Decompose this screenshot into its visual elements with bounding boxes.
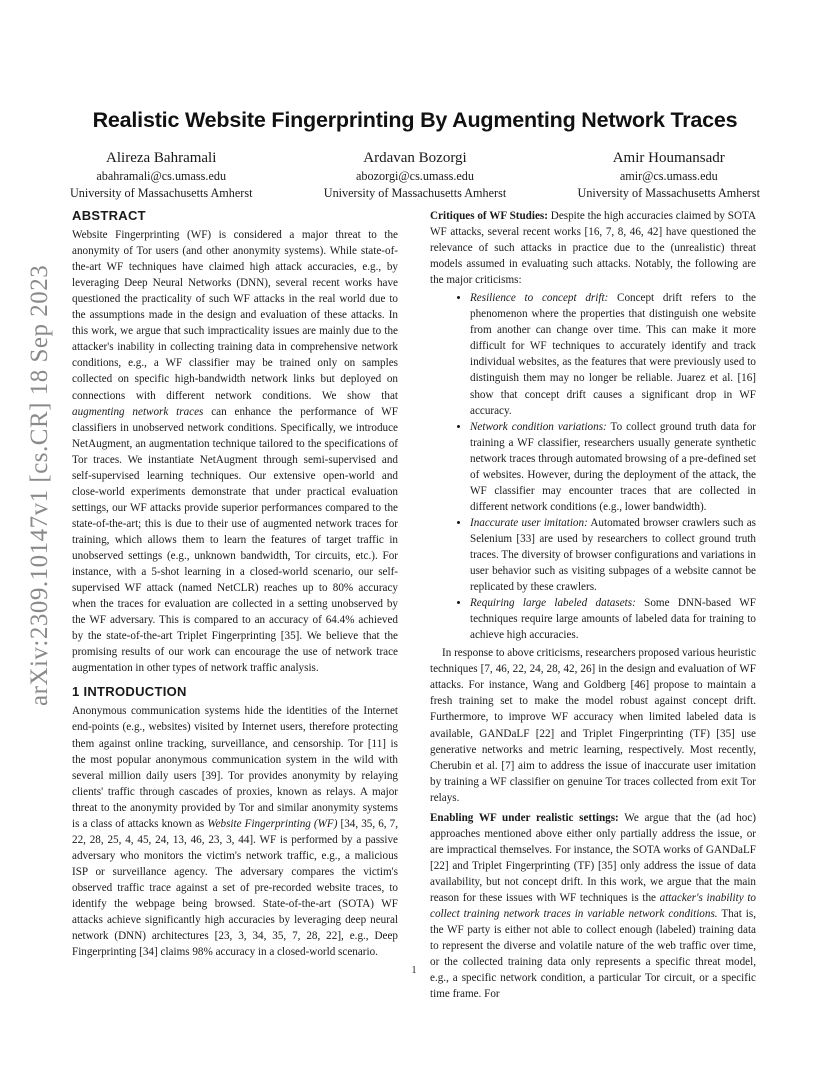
criticism-item [470, 419, 756, 515]
criticism-text: Concept drift refers to the phenomenon where the properties that distinguish one website from another can change over time. This can make it more difficult for WF techniques to accurately identify and track individual websites, as the features that were previously used to distinguish them may no longer be reliable. Juarez et al. [16] show that concept drift causes a significant drop in WF accuracy. [470, 292, 756, 417]
author-email: abozorgi@cs.umass.edu [356, 169, 474, 183]
abstract-paragraph [72, 227, 398, 676]
author-1 [70, 148, 252, 202]
intro-text: [34, 35, 6, 7, 22, 28, 25, 4, 45, 24, 13, 46, 23, 3, 44]. WF is performed by a passive adversary who monitors the victim's network traffic, e.g., a malicious ISP or surveillance agency. The adversary compares the victim's observed traffic trace against a set of pre-recorded website traces, to identify the webpage being browsed. State-of-the-art (SOTA) WF attacks achieve significantly high accuracies by leveraging deep neural network (DNN) architectures [23, 3, 34, 35, 7, 28, 22], e.g., Deep Fingerprinting [34] claims 98% accuracy in a closed-world scenario. [72, 817, 398, 959]
criticism-text: Automated browser crawlers such as Selenium [33] are used by researchers to collect ground truth traces. The diversity of browser configurations and variations in user behavior such as visiting subpages of a website cannot be replicated by these crawlers. [470, 516, 756, 594]
author-affiliation: University of Massachusetts Amherst [70, 186, 253, 200]
abstract-heading: ABSTRACT [72, 208, 146, 223]
introduction-heading: 1 INTRODUCTION [72, 684, 187, 700]
author-2 [324, 148, 506, 202]
criticism-item [470, 595, 756, 643]
arxiv-stamp: arXiv:2309.10147v1 [cs.CR] 18 Sep 2023 [26, 264, 53, 706]
abstract-text: can enhance the performance of WF classifiers in unobserved network conditions. Specifically, we introduce NetAugment, an augmentation technique tailored to the specifications of Tor traces. We instantiate NetAugment through semi-supervised and self-supervised learning techniques. Our extensive open-world and close-world experiments demonstrate that under practical evaluation settings, our WF attacks provide superior performances compared to the state-of-the-art; this is due to their use of augmented network traces for training, which allows them to learn the features of target traffic in unobserved settings (e.g., unknown bandwidth, Tor circuits, etc.). For instance, with a 5-shot learning in a closed-world scenario, our self-supervised WF attack (named NetCLR) reaches up to 80% accuracy when the traces for evaluation are collected in a setting unobserved by the WF adversary. This is compared to an accuracy of 64.4% achieved by the state-of-the-art Triplet Fingerprinting [35]. We believe that the promising results of our work can encourage the use of network trace augmentation in other types of network traffic analysis. [72, 405, 398, 675]
intro-emphasis: Website Fingerprinting (WF) [207, 817, 338, 830]
enabling-runin-heading: Enabling WF under realistic settings: [430, 811, 619, 824]
enabling-text: We argue that the (ad hoc) approaches mentioned above either only partially address the issue, or are impractical themselves. For instance, the SOTA works of GANDaLF [22] and Triplet Fingerprinting (TF) [35] only address the issue of data availability, but not concept drift. In this work, we argue that the main reason for these issues with WF techniques is the [430, 811, 756, 904]
author-affiliation: University of Massachusetts Amherst [323, 186, 507, 200]
abstract-emphasis: augmenting network traces [72, 405, 204, 418]
author-block [70, 148, 760, 202]
criticism-lead: Requiring large labeled datasets: [470, 597, 636, 610]
enabling-emphasis: attacker's inability to collect training network traces in variable network conditions. [430, 891, 757, 921]
criticism-lead: Resilience to concept drift: [470, 292, 609, 305]
criticism-list [430, 290, 756, 643]
author-name: Alireza Bahramali [106, 150, 217, 166]
response-paragraph: In response to above criticisms, researchers proposed various heuristic techniques [7, 46, 22, 24, 28, 42, 26] in the design and evaluation of WF attacks. For instance, Wang and Goldberg [46] propose to maintain a fresh training set to make the model robust against concept drift. Furthermore, to improve WF accuracy when limited labeled data is available, GANDaLF [22] and Triplet Fingerprinting (TF) [35] use generative networks and metric learning, respectively. Most recently, Cherubin et al. [7] aim to address the issue of inaccurate user imitation by training a WF classifier on genuine Tor traces collected from exit Tor relays. [430, 647, 757, 804]
paper-title: Realistic Website Fingerprinting By Augmenting Network Traces [92, 108, 738, 132]
critiques-text: Despite the high accuracies claimed by SOTA WF attacks, several recent works [16, 7, 8, 46, 42] have questioned the relevance of such attacks in practice due to the (unrealistic) threat models assumed in evaluating such attacks. Notably, the following are the major criticisms: [430, 210, 756, 287]
author-email: amir@cs.umass.edu [619, 169, 718, 183]
criticism-item [470, 290, 756, 418]
criticism-item [470, 515, 756, 595]
author-affiliation: University of Massachusetts Amherst [577, 186, 760, 200]
criticism-text: Some DNN-based WF techniques require large amounts of labeled data for training to achieve high accuracies. [470, 597, 756, 642]
left-column [72, 208, 398, 960]
author-name: Amir Houmansadr [612, 150, 725, 166]
page-number: 1 [411, 965, 417, 976]
criticism-text: To collect ground truth data for training a WF classifier, researchers usually generate synthetic network traces through automated browsing of a pre-defined set of websites. However, during the deployment of the attack, the WF classifier may encounter traces that are collected in different network conditions (e.g., lower bandwidth). [470, 420, 756, 513]
author-email: abahramali@cs.umass.edu [96, 169, 227, 183]
intro-text: Anonymous communication systems hide the identities of the Internet end-points (e.g., websites) visited by Internet users, therefore protecting them against online tracking, surveillance, and censorship. Tor [11] is the most popular anonymous communication system in the wild with several million daily users [39]. Tor provides anonymity by relaying clients' traffic through cascades of proxies, known as relays. A major threat to the anonymity provided by Tor and similar anonymity systems is a class of attacks known as [72, 705, 398, 830]
critiques-paragraph [430, 208, 756, 288]
right-column [430, 208, 756, 1002]
criticism-lead: Inaccurate user imitation: [470, 516, 588, 529]
criticism-lead: Network condition variations: [470, 420, 607, 433]
critiques-runin-heading: Critiques of WF Studies: [430, 210, 548, 222]
author-3 [578, 148, 760, 202]
author-name: Ardavan Bozorgi [363, 150, 467, 166]
abstract-text: Website Fingerprinting (WF) is considered a major threat to the anonymity of Tor users (and other anonymity systems). While state-of-the-art WF techniques have claimed high attack accuracies, e.g., by leveraging Deep Neural Networks (DNN), several recent works have questioned the practicality of such WF attacks in the real world due to the assumptions made in the design and evaluation of these attacks. In this work, we argue that such impracticality issues are mainly due to the attacker's inability in collecting training data in comprehensive network conditions, e.g., a WF classifier may be trained only on samples collected on specific high-bandwidth network links but deployed on connections with different network conditions. We show that [72, 229, 398, 402]
enabling-text: That is, the WF party is either not able to collect enough (labeled) training data to represent the diverse and volatile nature of the web traffic over time, or the collected training data only represents a specific threat model, e.g., a specific network condition, a particular Tor circuit, or a specific time frame. For [430, 908, 756, 1001]
intro-paragraph [72, 703, 398, 960]
